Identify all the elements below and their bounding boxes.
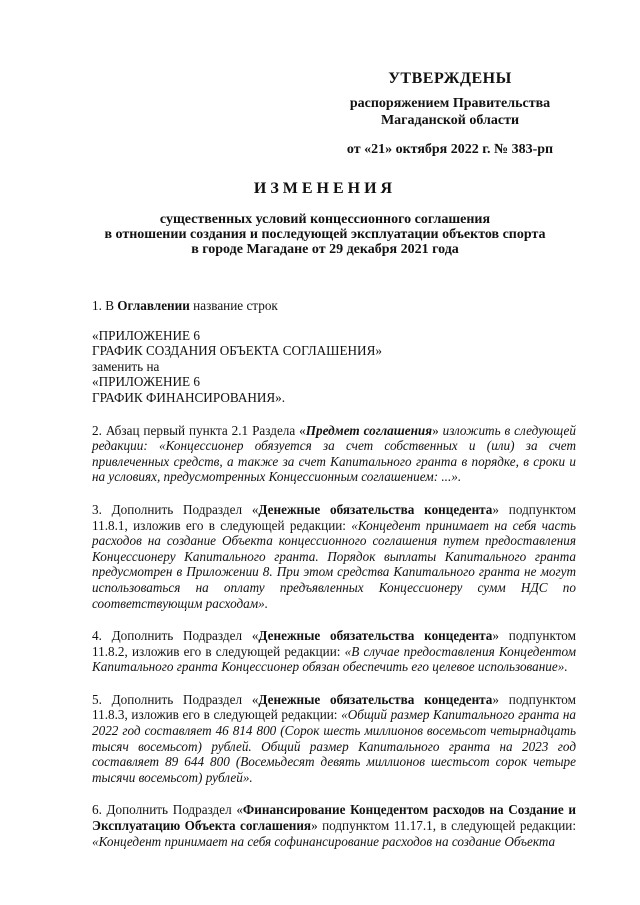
- document-title: [60, 180, 590, 257]
- p1-line-4: «ПРИЛОЖЕНИЕ 6: [92, 374, 200, 390]
- paragraph-5: [92, 692, 576, 786]
- paragraph-4: [92, 628, 576, 675]
- title-sub-2: в отношении создания и последующей эксплуатации объектов спорта: [104, 227, 546, 242]
- p6-section-name: Финансирование Концедентом расходов на Создание и Эксплуатацию Объекта соглашения: [92, 802, 576, 834]
- p3-middle: » подпунктом 11.8.1, изложив его в следующей редакции:: [92, 501, 576, 533]
- p5-intro: 5. Дополнить Подраздел «: [92, 691, 259, 707]
- p3-text: «Концедент принимает на себя часть расходов на создание Объекта концессионного соглашения путем предоставления Концессионеру Капитального гранта. Порядок выплаты Капитального гранта предусмотрен в Приложении 8. При этом средства Капитального гранта не могут использоваться на оплату предъявленных Концессионеру сумм НДС по соответствующим расходам».: [92, 517, 576, 611]
- p1-line-3: заменить на: [92, 358, 160, 374]
- p4-intro: 4. Дополнить Подраздел «: [92, 628, 259, 644]
- p6-text: «Концедент принимает на себя софинансирование расходов на создание Объекта: [92, 833, 556, 849]
- title-sub-3: в городе Магадане от 29 декабря 2021 года: [191, 242, 459, 257]
- p1-line-2: ГРАФИК СОЗДАНИЯ ОБЪЕКТА СОГЛАШЕНИЯ»: [92, 343, 382, 359]
- p1-line-5: ГРАФИК ФИНАНСИРОВАНИЯ».: [92, 389, 286, 405]
- document-body: [92, 298, 576, 866]
- p4-text: «В случае предоставления Концедентом Капитального гранта Концессионер обязан обеспечить его целевое использование».: [92, 643, 576, 675]
- p6-middle: » подпунктом 11.17.1, в следующей редакции:: [311, 818, 576, 834]
- p3-intro: 3. Дополнить Подраздел «: [92, 501, 259, 517]
- p2-intro: 2. Абзац первый пункта 2.1 Раздела «: [92, 422, 306, 438]
- paragraph-1: [92, 298, 576, 406]
- title-sub-1: существенных условий концессионного соглашения: [159, 212, 491, 227]
- p5-text: «Общий размер Капитального гранта на 2022 год составляет 46 814 800 (Сорок шесть миллионов восемьсот четырнадцать тысяч восемьсот) рублей. Общий размер Капитального гранта на 2023 год составляет 89 644 800 (Восемьдесят девять миллионов шестьсот сорок четыре тысячи восемьсот) рублей».: [92, 707, 577, 785]
- p2-section-name: Предмет соглашения: [305, 422, 433, 438]
- p1-bold: Оглавлении: [117, 298, 190, 313]
- approval-line-1: распоряжением Правительства: [349, 96, 551, 111]
- approval-block: [300, 70, 600, 158]
- approval-date: от «21» октября 2022 г. № 383-рп: [346, 142, 554, 157]
- p1-line-1: «ПРИЛОЖЕНИЕ 6: [92, 327, 200, 343]
- approval-line-2: Магаданской области: [380, 113, 520, 128]
- p4-section-name: Денежные обязательства концедента: [258, 628, 493, 644]
- paragraph-6: [92, 802, 576, 849]
- p4-middle: » подпунктом 11.8.2, изложив его в следующей редакции:: [92, 628, 576, 659]
- p1-rest: название строк: [189, 298, 278, 313]
- p6-intro: 6. Дополнить Подраздел «: [92, 802, 243, 818]
- approval-heading: УТВЕРЖДЕНЫ: [388, 70, 512, 87]
- p2-text: изложить в следующей редакции: «Концессионер обязуется за счет собственных и (или) за счет привлеченных средств, а также за счет Капитального гранта в порядке, в сроки и на условиях, предусмотренных Концессионным соглашением: ...».: [92, 422, 576, 485]
- p3-section-name: Денежные обязательства концедента: [258, 501, 493, 517]
- paragraph-3: [92, 502, 576, 611]
- paragraph-2: [92, 423, 576, 485]
- p2-close: »: [432, 422, 443, 438]
- p1-num: 1. В: [92, 298, 118, 313]
- p5-section-name: Денежные обязательства концедента: [258, 691, 493, 707]
- p5-middle: » подпунктом 11.8.3, изложив его в следующей редакции:: [92, 691, 576, 723]
- title-main: ИЗМЕНЕНИЯ: [253, 180, 397, 197]
